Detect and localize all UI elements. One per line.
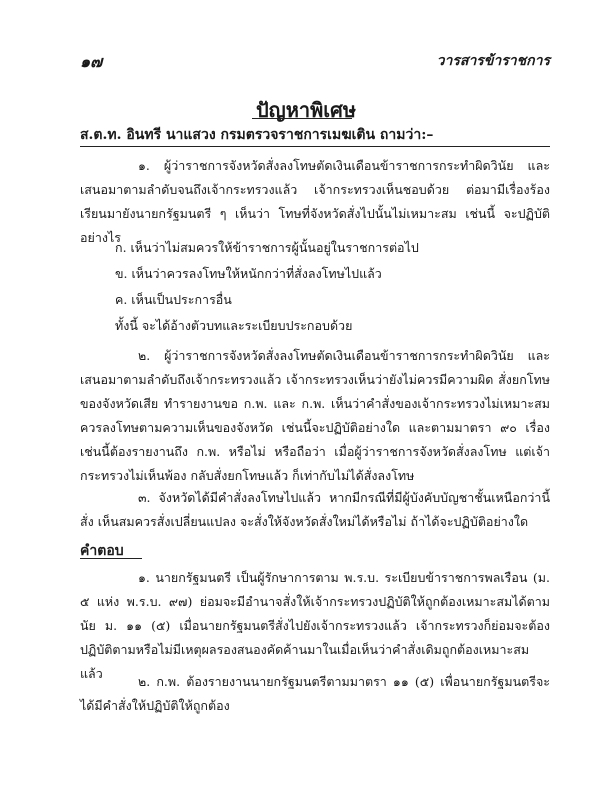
question-header-block <box>80 125 550 147</box>
question-paragraph-3: ๓. จังหวัดได้มีคำสั่งลงโทษไปแล้ว หากมีกรณีที่มีผู้บังคับบัญชาชั้นเหนือกว่านี้สั่ง เห็นสมควรสั่งเปลี่ยนแปลง จะสั่งให้จังหวัดสั่งใหม่ได้หรือไม่ ถ้าได้จะปฏิบัติอย่างใด <box>80 490 550 529</box>
running-head: วารสารข้าราชการ <box>436 53 550 69</box>
page-title: ปัญหาพิเศษ <box>255 98 357 122</box>
question-item-a: ก. เห็นว่าไม่สมควรให้ข้าราชการผู้นั้นอยู่ในราชการต่อไป <box>115 240 419 255</box>
title-underline <box>252 118 352 119</box>
answer-heading-underline <box>80 558 142 559</box>
answer-paragraph-1: ๑. นายกรัฐมนตรี เป็นผู้รักษาการตาม พ.ร.บ. ระเบียบข้าราชการพลเรือน (ม. ๕ แห่ง พ.ร.บ. ๙๗) ย่อมจะมีอำนาจสั่งให้เจ้ากระทรวงปฏิบัติให้ถูกต้องเหมาะสมได้ตามนัย ม. ๑๑ (๕) เมื่อนายกรัฐมนตรีสั่งไปยังเจ้ากระทรวงแล้ว เจ้ากระทรวงก็ย่อมจะต้องปฏิบัติตามหรือไม่มีเหตุผลรองสนองคัดค้านมาในเมื่อเห็นว่าคำสั่งเดิมถูกต้องเหมาะสมแล้ว <box>80 570 550 681</box>
page-number: ๑๗ <box>80 52 103 71</box>
answer-heading: คำตอบ <box>80 543 124 559</box>
question-header: ส.ต.ท. อินทรี นาแสวง กรมตรวจราชการเมฆเติน ถามว่า:– <box>80 127 434 143</box>
header-underline <box>80 146 550 147</box>
question-paragraph-2: ๒. ผู้ว่าราชการจังหวัดสั่งลงโทษตัดเงินเดือนข้าราชการกระทำผิดวินัย และเสนอมาตามลำดับถึงเจ้ากระทรวงแล้ว เจ้ากระทรวงเห็นว่ายังไม่ควรมีความผิด สั่งยกโทษของจังหวัดเสีย ทำรายงานขอ ก.พ. และ ก.พ. เห็นว่าคำสั่งของเจ้ากระทรวงไม่เหมาะสม ควรลงโทษตามความเห็นของจังหวัด เช่นนี้จะปฏิบัติอย่างใด และตามมาตรา ๙๐ เรื่องเช่นนี้ต้องรายงานถึง ก.พ. หรือไม่ หรือถือว่า เมื่อผู้ว่าราชการจังหวัดสั่งลงโทษ แต่เจ้ากระทรวงไม่เห็นพ้อง กลับสั่งยกโทษแล้ว ก็เท่ากับไม่ได้สั่งลงโทษ <box>80 348 550 483</box>
reference-note: ทั้งนี้ จะได้อ้างตัวบทและระเบียบประกอบด้วย <box>115 318 353 333</box>
question-paragraph-1: ๑. ผู้ว่าราชการจังหวัดสั่งลงโทษตัดเงินเดือนข้าราชการกระทำผิดวินัย และเสนอมาตามลำดับจนถึงเจ้ากระทรวงแล้ว เจ้ากระทรวงเห็นชอบด้วย ต่อมามีเรื่องร้องเรียนมายังนายกรัฐมนตรี ๆ เห็นว่า โทษที่จังหวัดสั่งไปนั้นไม่เหมาะสม เช่นนี้ จะปฏิบัติอย่างไร <box>80 158 550 245</box>
question-item-c: ค. เห็นเป็นประการอื่น <box>115 292 232 307</box>
answer-paragraph-2: ๒. ก.พ. ต้องรายงานนายกรัฐมนตรีตามมาตรา ๑๑ (๕) เพื่อนายกรัฐมนตรีจะได้มีคำสั่งให้ปฏิบัติให้ถูกต้อง <box>80 674 550 713</box>
question-item-b: ข. เห็นว่าควรลงโทษให้หนักกว่าที่สั่งลงโทษไปแล้ว <box>115 266 382 281</box>
